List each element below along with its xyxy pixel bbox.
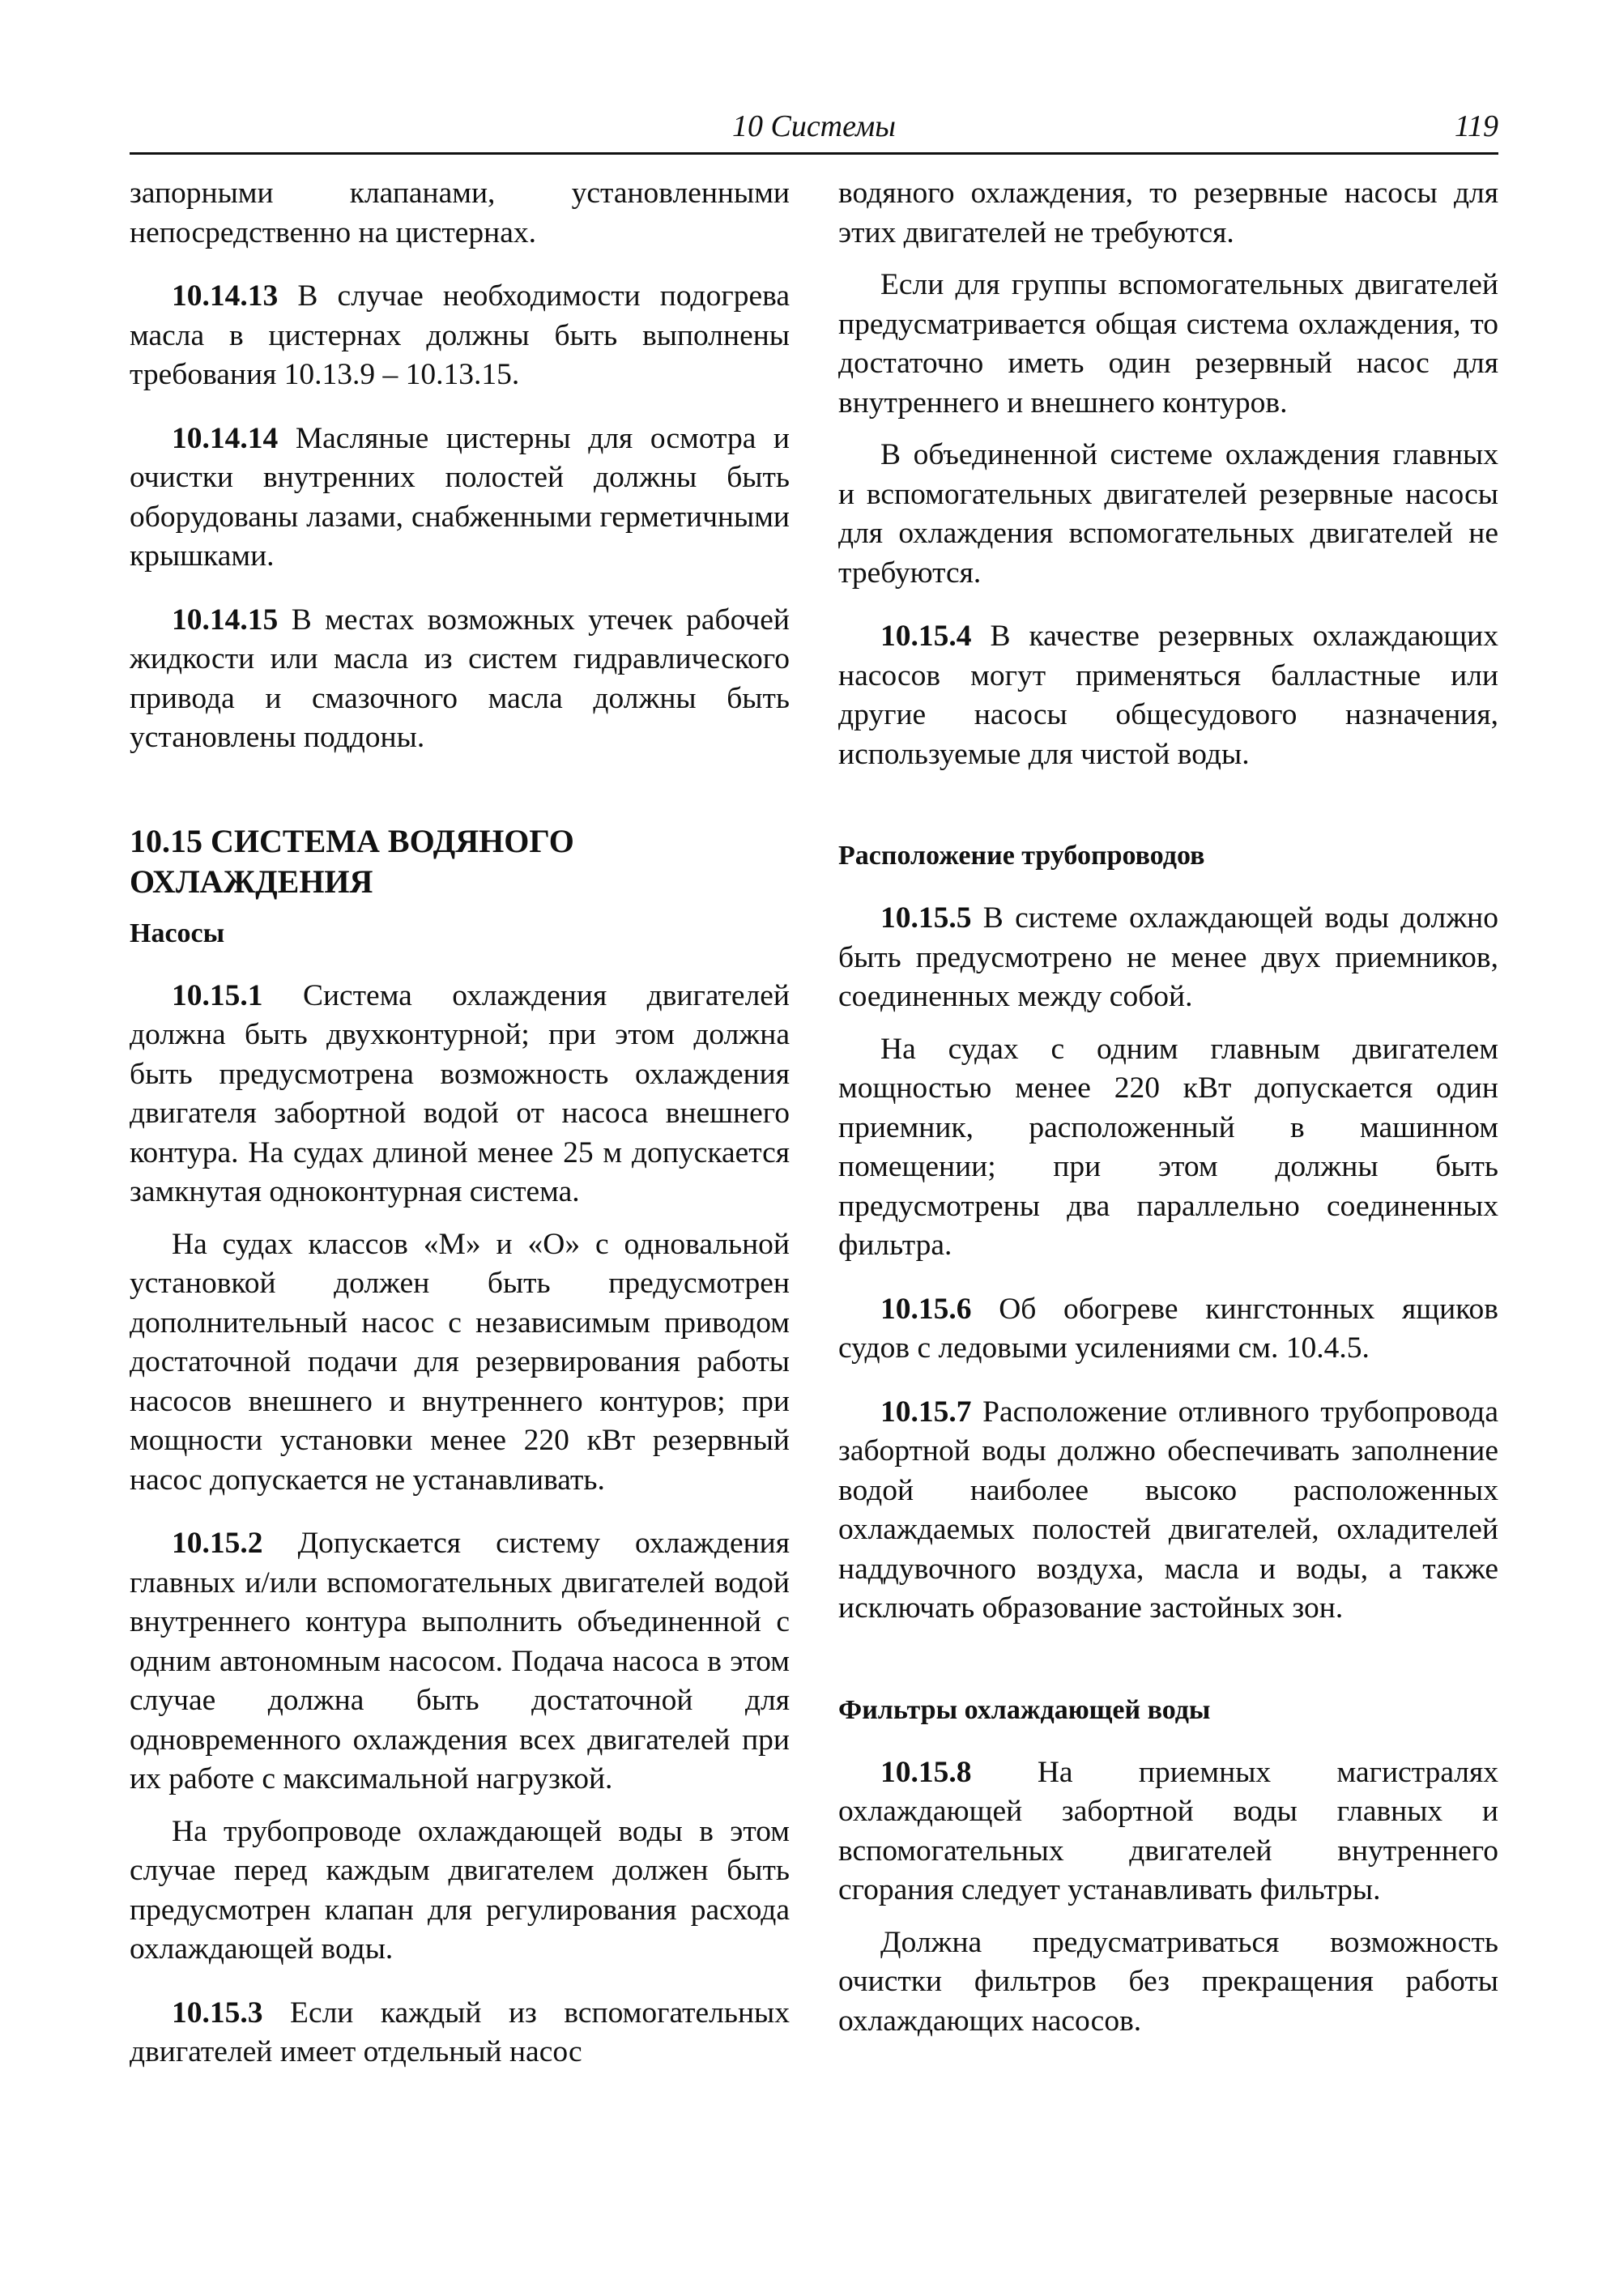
clause-number: 10.15.1	[172, 978, 263, 1012]
clause-10-15-4	[838, 617, 1498, 774]
clause-10-15-1	[130, 977, 790, 1212]
clause-10-14-15	[130, 601, 790, 758]
clause-number: 10.15.2	[172, 1527, 263, 1560]
clause-text: Система охлаждения двигателей должна быть двухконтурной; при этом должна быть предусмотрена возможность охлаждения двигателя забортной водой от насоса внешнего контура. На судах длиной менее 25 м допускается замкнутая одноконтурная система.	[130, 978, 790, 1208]
clause-10-15-5	[838, 899, 1498, 1017]
clause-number: 10.15.3	[172, 1996, 263, 2030]
paragraph: Если для группы вспомогательных двигателей предусматривается общая система охлаждения, то достаточно иметь один резервный насос для внутреннего и внешнего контуров.	[838, 268, 1498, 420]
clause-10-15-3	[130, 1994, 790, 2072]
clause-number: 10.14.15	[172, 603, 279, 637]
paragraph: В объединенной системе охлаждения главных и вспомогательных двигателей резервные насосы для охлаждения вспомогательных двигателей не требуются.	[838, 438, 1498, 590]
paragraph: На судах классов «М» и «О» с одновальной установкой должен быть предусмотрен дополнительный насос с независимым приводом достаточной подачи для резервирования работы насосов внешнего и внутреннего контуров; при мощности установки менее 220 кВт резервный насос допускается не устанавливать.	[130, 1227, 790, 1497]
section-title	[130, 821, 790, 902]
clause-number: 10.14.13	[172, 279, 279, 313]
paragraph: Должна предусматриваться возможность очистки фильтров без прекращения работы охлаждающих насосов.	[838, 1925, 1498, 2038]
section-title-line-2: ОХЛАЖДЕНИЯ	[130, 863, 373, 900]
clause-text: В местах возможных утечек рабочей жидкости или масла из систем гидравлического привода и смазочного масла должны быть установлены поддоны.	[130, 603, 790, 754]
section-title-line-1: 10.15 СИСТЕМА ВОДЯНОГО	[130, 822, 574, 859]
paragraph: На трубопроводе охлаждающей воды в этом случае перед каждым двигателем должен быть предусмотрен клапан для регулирования расхода охлаждающей воды.	[130, 1814, 790, 1966]
clause-text: Допускается систему охлаждения главных и/или вспомогательных двигателей водой внутреннего контура выполнить объединенной с одним автономным насосом. Подача насоса в этом случае должна быть достаточной для одновременного охлаждения всех двигателей при их работе с максимальной нагрузкой.	[130, 1527, 790, 1795]
clause-number: 10.15.4	[880, 620, 972, 653]
clause-10-15-8	[838, 1753, 1498, 1910]
page-number: 119	[1454, 109, 1498, 143]
clause-text: В случае необходимости подогрева масла в цистернах должны быть выполнены требования 10.13.9 – 10.13.15.	[130, 279, 790, 391]
clause-10-15-2	[130, 1524, 790, 1800]
clause-number: 10.15.5	[880, 901, 972, 935]
clause-number: 10.15.7	[880, 1395, 972, 1429]
subheading-pumps: Насосы	[130, 918, 225, 948]
chapter-title: 10 Системы	[731, 109, 897, 143]
page-header	[130, 105, 1498, 155]
clause-number: 10.14.14	[172, 421, 279, 455]
clause-text: Если каждый из вспомогательных двигателей имеет отдельный насос	[130, 1996, 790, 2068]
clause-text: В системе охлаждающей воды должно быть предусмотрено не менее двух приемников, соединенных между собой.	[838, 901, 1499, 1013]
clause-10-14-14	[130, 420, 790, 577]
clause-number: 10.15.8	[880, 1755, 972, 1789]
clause-10-15-6	[838, 1290, 1498, 1369]
clause-text: Расположение отливного трубопровода забортной воды должно обеспечивать заполнение водой наиболее высоко расположенных охлаждаемых полостей двигателей, охладителей наддувочного воздуха, масла и воды, а также исключать образование застойных зон.	[838, 1395, 1499, 1625]
clause-number: 10.15.6	[880, 1292, 972, 1326]
paragraph: На судах с одним главным двигателем мощностью менее 220 кВт допускается один приемник, расположенный в машинном помещении; при этом должны быть предусмотрены два параллельно соединенных фильтра.	[838, 1032, 1498, 1262]
clause-text: На приемных магистралях охлаждающей забортной воды главных и вспомогательных двигателей внутреннего сгорания следует устанавливать фильтры.	[838, 1755, 1499, 1906]
clause-10-15-7	[838, 1393, 1498, 1629]
clause-10-14-13	[130, 277, 790, 395]
subheading-filters: Фильтры охлаждающей воды	[838, 1694, 1211, 1725]
paragraph: запорными клапанами, установленными непосредственно на цистернах.	[130, 177, 790, 249]
left-column	[130, 174, 790, 2072]
clause-text: Об обогреве кингстонных ящиков судов с ледовыми усилениями см. 10.4.5.	[838, 1292, 1499, 1365]
clause-text: В качестве резервных охлаждающих насосов могут применяться балластные или другие насосы общесудового назначения, используемые для чистой воды.	[838, 620, 1498, 771]
subheading-pipes: Расположение трубопроводов	[838, 841, 1205, 871]
clause-text: Масляные цистерны для осмотра и очистки внутренних полостей должны быть оборудованы лазами, снабженными герметичными крышками.	[130, 421, 790, 573]
paragraph: водяного охлаждения, то резервные насосы для этих двигателей не требуются.	[838, 177, 1498, 249]
right-column	[838, 174, 1498, 2041]
